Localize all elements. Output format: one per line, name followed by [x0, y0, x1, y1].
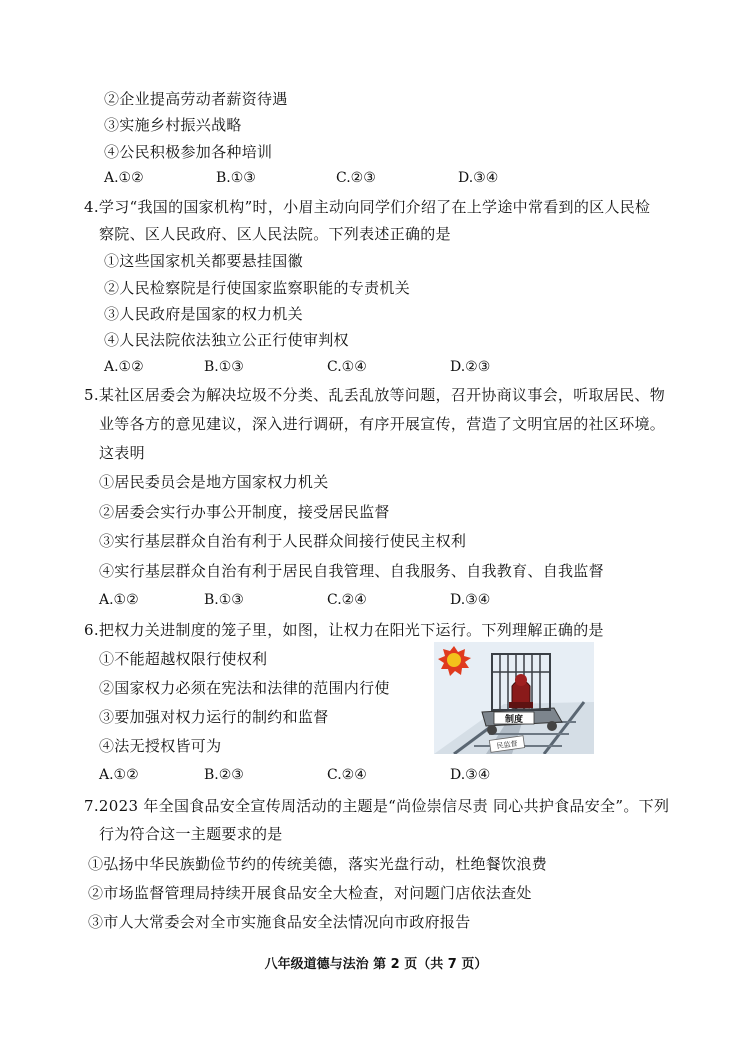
- q3-item-3: ③实施乡村振兴战略: [104, 116, 242, 134]
- q4-item-4: ④人民法院依法独立公正行使审判权: [104, 331, 349, 349]
- q7-item-1: ①弘扬中华民族勤俭节约的传统美德，落实光盘行动，杜绝餐饮浪费: [88, 855, 548, 873]
- q7-stem-line-1: 7.2023 年全国食品安全宣传周活动的主题是“尚俭崇信尽责 同心共护食品安全”。下列: [84, 797, 670, 815]
- q5-item-4: ④实行基层群众自治有利于居民自我管理、自我服务、自我教育、自我监督: [99, 562, 604, 580]
- q5-option-b: B.①③: [204, 592, 244, 608]
- q5-stem-line-3: 这表明: [99, 444, 145, 462]
- q5-item-3: ③实行基层群众自治有利于人民群众间接行使民主权利: [99, 532, 467, 550]
- q3-option-c: C.②③: [336, 170, 376, 186]
- q5-item-2: ②居委会实行办事公开制度，接受居民监督: [99, 503, 390, 521]
- power-cage-cartoon: [434, 642, 594, 754]
- rail-label: 民监督: [496, 739, 519, 751]
- q4-item-2: ②人民检察院是行使国家监察职能的专责机关: [104, 279, 411, 297]
- cage-label: 制度: [504, 715, 524, 725]
- q5-option-a: A.①②: [99, 592, 139, 608]
- q6-stem: 6.把权力关进制度的笼子里，如图，让权力在阳光下运行。下列理解正确的是: [84, 621, 604, 639]
- q6-option-b: B.②③: [204, 767, 244, 783]
- q6-item-2: ②国家权力必须在宪法和法律的范围内行使: [99, 679, 390, 697]
- q6-option-a: A.①②: [99, 767, 139, 783]
- q3-item-4: ④公民积极参加各种培训: [104, 143, 273, 161]
- q4-item-1: ①这些国家机关都要悬挂国徽: [104, 252, 303, 270]
- q7-item-3: ③市人大常委会对全市实施食品安全法情况向市政府报告: [88, 913, 471, 931]
- q6-option-c: C.②④: [327, 767, 367, 783]
- q7-item-2: ②市场监督管理局持续开展食品安全大检查，对问题门店依法查处: [88, 884, 532, 902]
- q4-option-d: D.②③: [450, 359, 491, 375]
- q3-option-a: A.①②: [104, 170, 144, 186]
- q6-item-1: ①不能超越权限行使权利: [99, 650, 268, 668]
- q4-stem-line-2: 察院、区人民政府、区人民法院。下列表述正确的是: [99, 225, 451, 243]
- page-footer: 八年级道德与法治 第 2 页（共 7 页）: [264, 957, 488, 972]
- cartoon-power-cage-icon: [434, 642, 594, 754]
- q5-stem-line-2: 业等各方的意见建议，深入进行调研，有序开展宣传，营造了文明宜居的社区环境。: [99, 415, 666, 433]
- q7-stem-line-2: 行为符合这一主题要求的是: [99, 825, 283, 843]
- q4-item-3: ③人民政府是国家的权力机关: [104, 305, 303, 323]
- q6-item-3: ③要加强对权力运行的制约和监督: [99, 708, 329, 726]
- q4-option-a: A.①②: [104, 359, 144, 375]
- q5-item-1: ①居民委员会是地方国家权力机关: [99, 473, 329, 491]
- q6-item-4: ④法无授权皆可为: [99, 737, 222, 755]
- q6-option-d: D.③④: [450, 767, 491, 783]
- q3-option-b: B.①③: [216, 170, 256, 186]
- q5-option-c: C.②④: [327, 592, 367, 608]
- q5-option-d: D.③④: [450, 592, 491, 608]
- q4-option-b: B.①③: [204, 359, 244, 375]
- q4-stem-line-1: 4.学习“我国的国家机构”时，小眉主动向同学们介绍了在上学途中常看到的区人民检: [84, 198, 651, 216]
- q4-option-c: C.①④: [327, 359, 367, 375]
- q5-stem-line-1: 5.某社区居委会为解决垃圾不分类、乱丢乱放等问题，召开协商议事会，听取居民、物: [84, 386, 666, 404]
- q3-item-2: ②企业提高劳动者薪资待遇: [104, 90, 288, 108]
- q3-option-d: D.③④: [458, 170, 499, 186]
